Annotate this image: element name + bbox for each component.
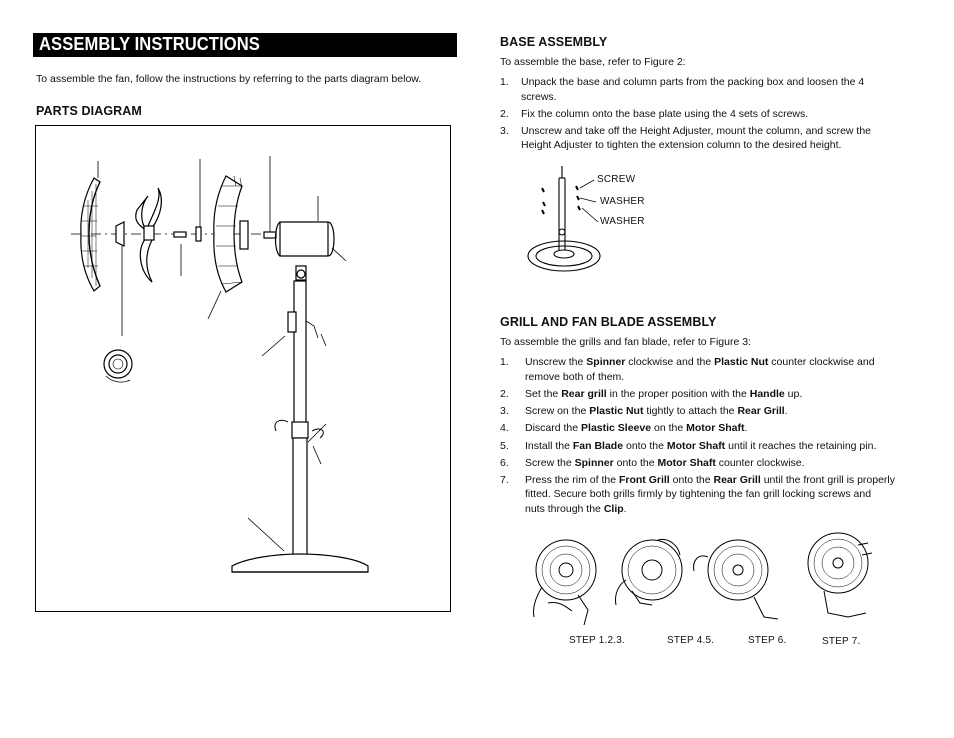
- base-step-1-line2: screws.: [521, 91, 557, 103]
- base-step-2-num: 2.: [500, 108, 509, 120]
- figure-label-washer-1: WASHER: [600, 196, 645, 207]
- base-intro: To assemble the base, refer to Figure 2:: [500, 56, 686, 68]
- grill-step-7-line1: Press the rim of the Front Grill onto the Rear Grill until the front grill is properly: [525, 474, 896, 486]
- base-step-3-line1: Unscrew and take off the Height Adjuster, mount the column, and screw the: [521, 125, 872, 137]
- grill-step-3-num: 3.: [500, 405, 509, 417]
- grill-step-1-num: 1.: [500, 356, 509, 368]
- base-step-3-line2: Height Adjuster to tighten the extension column to the desired height.: [521, 139, 842, 151]
- step-label-4: STEP 7.: [822, 636, 861, 647]
- grill-step-5-num: 5.: [500, 440, 509, 452]
- base-figure: [526, 158, 666, 276]
- base-step-1-line1: Unpack the base and column parts from the packing box and loosen the 4: [521, 76, 865, 88]
- grill-step-5-text: Install the Fan Blade onto the Motor Shaft until it reaches the retaining pin.: [525, 440, 877, 452]
- grill-step-4-text: Discard the Plastic Sleeve on the Motor Shaft.: [525, 422, 748, 434]
- figure-label-washer-2: WASHER: [600, 216, 645, 227]
- step-label-1: STEP 1.2.3.: [569, 635, 625, 646]
- grill-step-6-text: Screw the Spinner onto the Motor Shaft counter clockwise.: [525, 457, 805, 469]
- grill-step-1-line1: Unscrew the Spinner clockwise and the Plastic Nut counter clockwise and: [525, 356, 875, 368]
- grill-step-7-line3: nuts through the Clip.: [525, 503, 627, 515]
- grill-step-4-num: 4.: [500, 422, 509, 434]
- step-label-3: STEP 6.: [748, 635, 787, 646]
- base-assembly-heading: BASE ASSEMBLY: [500, 35, 608, 49]
- grill-step-2-text: Set the Rear grill in the proper position with the Handle up.: [525, 388, 803, 400]
- page-title: ASSEMBLY INSTRUCTIONS: [39, 34, 260, 54]
- parts-diagram: [35, 125, 451, 612]
- title-bar: [33, 33, 457, 57]
- base-figure-illustration: [526, 158, 666, 276]
- base-step-1-num: 1.: [500, 76, 509, 88]
- grill-steps-illustration: [528, 525, 888, 635]
- parts-diagram-heading: PARTS DIAGRAM: [36, 104, 142, 118]
- grill-assembly-heading: GRILL AND FAN BLADE ASSEMBLY: [500, 315, 717, 329]
- grill-step-7-line2: fitted. Secure both grills firmly by tightening the fan grill locking screws and: [525, 488, 872, 500]
- base-step-2-line1: Fix the column onto the base plate using the 4 sets of screws.: [521, 108, 809, 120]
- grill-steps-figure: [528, 525, 888, 635]
- grill-step-6-num: 6.: [500, 457, 509, 469]
- grill-step-1-line2: remove both of them.: [525, 371, 625, 383]
- grill-step-3-text: Screw on the Plastic Nut tightly to attach the Rear Grill.: [525, 405, 788, 417]
- grill-step-2-num: 2.: [500, 388, 509, 400]
- grill-step-1: [500, 356, 509, 368]
- step-label-2: STEP 4.5.: [667, 635, 715, 646]
- base-step-3-num: 3.: [500, 125, 509, 137]
- grill-step-7-num: 7.: [500, 474, 509, 486]
- fan-exploded-illustration: [36, 126, 452, 613]
- figure-label-screw: SCREW: [597, 174, 636, 185]
- grill-intro: To assemble the grills and fan blade, refer to Figure 3:: [500, 336, 751, 348]
- intro-text: To assemble the fan, follow the instructions by referring to the parts diagram below.: [36, 73, 422, 85]
